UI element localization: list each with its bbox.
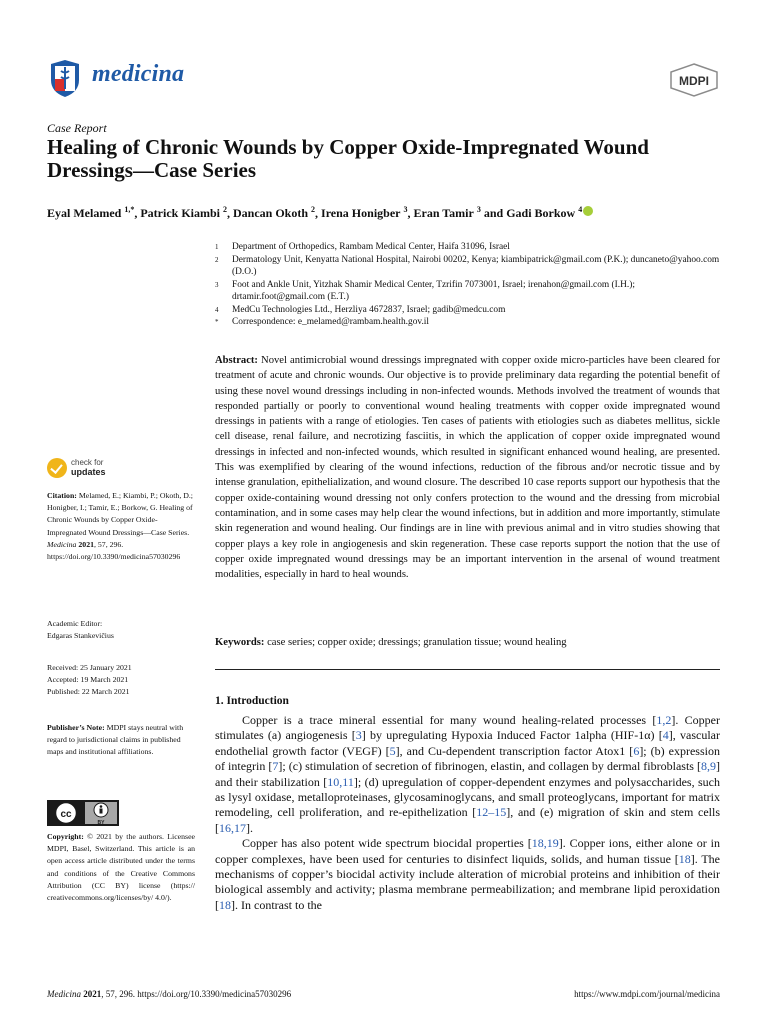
paragraph (215, 836, 720, 913)
citation-link[interactable]: 10,11 (327, 774, 354, 789)
abstract (215, 353, 720, 582)
author-name: Irena Honigber (321, 206, 401, 220)
paragraph (215, 713, 720, 836)
check-updates-line1: check for (71, 458, 104, 467)
citation-year: 2021 (78, 539, 94, 549)
publisher-note-text: MDPI stays neutral with regard to jurisdictional claims in published maps and institutional affiliations. (47, 723, 184, 757)
citation-link[interactable]: 1,2 (656, 713, 672, 727)
publisher-name: MDPI (679, 74, 709, 88)
author-affiliation-mark: 3 (403, 205, 408, 214)
author-name: Dancan Okoth (233, 206, 309, 220)
author-name: Eyal Melamed (47, 206, 122, 220)
affiliation-text: MedCu Technologies Ltd., Herzliya 4672837, Israel; gadib@medcu.com (232, 304, 506, 315)
footer-citation (47, 989, 291, 999)
text-run: ]; (b) expression of integrin [ (215, 743, 720, 774)
copyright-text: © 2021 by the authors. Licensee MDPI, Basel, Switzerland. This article is an open access article distributed under the terms and conditions of the Creative Commons Attribution (CC BY) license (https:// creativecommons.org/licenses/by/ 4.0/). (47, 832, 195, 903)
text-run: Copper has also potent wide spectrum biocidal properties [ (242, 836, 532, 851)
citation-link[interactable]: 7 (272, 759, 279, 774)
academic-editor-label: Academic Editor: (47, 619, 103, 628)
citation-link[interactable]: 5 (389, 743, 396, 758)
footer-journal: Medicina (47, 989, 81, 999)
text-run: ]. In contrast to the (231, 897, 322, 912)
footer-doi[interactable]: , 57, 296. https://doi.org/10.3390/medicina57030296 (101, 989, 292, 999)
footer-journal-url[interactable]: https://www.mdpi.com/journal/medicina (574, 989, 720, 999)
citation-link[interactable]: 4 (662, 728, 669, 743)
affiliation-mark: * (215, 318, 219, 326)
citation-link[interactable]: 16,17 (219, 820, 246, 835)
citation-link[interactable]: 3 (355, 728, 362, 743)
keywords-text: case series; copper oxide; dressings; granulation tissue; wound healing (267, 637, 567, 648)
citation-journal: Medicina (47, 539, 77, 549)
orcid-icon[interactable] (583, 206, 593, 216)
publisher-note-label: Publisher’s Note: (47, 723, 105, 732)
affiliation-text: Department of Orthopedics, Rambam Medical Center, Haifa 31096, Israel (232, 242, 510, 252)
text-run: ], and (e) migration of skin and stem cells [ (215, 805, 720, 835)
citation-link[interactable]: 12–15 (476, 805, 507, 820)
footer-year: 2021 (83, 989, 102, 999)
author-name: Eran Tamir (413, 206, 474, 220)
mdpi-logo-icon[interactable] (668, 63, 720, 97)
check-updates-line2: updates (71, 467, 106, 477)
cc-by-label: BY (97, 820, 105, 826)
citation-block (47, 490, 195, 563)
check-updates-icon (47, 458, 67, 478)
abstract-text: Novel antimicrobial wound dressings impregnated with copper oxide micro-particles have been cleared for treatment of acute and chronic wounds. Our objective is to provide preliminary data regarding the potential benefit of using these novel wound dressings including in non-infected wounds. Methods involved the treatment of wounds that responded partially or poorly to conventional wound healing treatments with copper oxide impregnated wound dressings in patients with a range of etiologies. Ten cases of patients with etiologies such as diabetes mellitus, sickle cell disease, renal failure, and necrotizing fasciitis, in which the application of copper oxide impregnated wound dressings in infected and non-infected wounds, which resulted in significant enhanced wound healing, are presented. This was exemplified by clearing of the wound infections, reduction of the fibrous and/or necrotic tissue and by intense granulation, epithelialization, and wound closure. The described 10 case reports support our hypothesis that the copper oxide-containing wound dressing not only confers protection to the wound and the dressing from microbial contamination, and in some cases may help clear the wound infections, but in addition and more importantly, stimulate skin regeneration and wound healing. Our findings are in line with previous animal and in vitro studies showing that copper plays a key role in angiogenesis and skin regeneration. These case reports support the notion that the use of copper oxide impregnated wound dressings may be an important intervention in the arsenal of wound treatment modalities, especially in hard to heal wounds. (215, 355, 720, 581)
author-affiliation-mark: 1,* (124, 205, 135, 214)
citation-link[interactable]: 6 (633, 743, 640, 758)
article-type: Case Report (47, 121, 107, 135)
affiliation-item (215, 279, 720, 304)
text-run: ], and Cu-dependent transcription factor Atox1 [ (395, 743, 634, 758)
academic-editor-name: Edgaras Stankevičius (47, 631, 114, 641)
citation-doi[interactable]: , 57, 296. https://doi.org/10.3390/medicina57030296 (47, 539, 181, 562)
author-affiliation-mark: 3 (476, 205, 481, 214)
copyright-label: Copyright: (47, 832, 84, 841)
cc-label: cc (60, 809, 72, 820)
affiliation-item (215, 316, 720, 329)
published-date: Published: 22 March 2021 (47, 687, 130, 697)
cc-by-license-icon[interactable] (47, 800, 119, 826)
text-run: ]. The mechanisms of copper’s biocidal activity include alteration of microbial proteins and inhibition of their biological assembly and activity; plasma membrane permeabilization; and membrane lipid peroxidation [ (215, 851, 720, 912)
author-affiliation-mark: 4 (578, 205, 583, 214)
medicina-logo-icon (47, 58, 83, 98)
dates-block (47, 662, 195, 699)
text-run: ]. Copper stimulates (a) angiogenesis [ (215, 713, 720, 743)
abstract-label: Abstract: (215, 355, 258, 366)
text-run: ] and their stabilization [ (215, 759, 720, 789)
affiliation-mark: 4 (215, 305, 219, 314)
citation-label: Citation: (47, 491, 77, 500)
journal-name: medicina (92, 61, 185, 87)
affiliation-item (215, 254, 720, 279)
copyright-block (47, 831, 195, 904)
affiliation-item (215, 304, 720, 317)
text-run: ]. (246, 820, 253, 835)
received-date: Received: 25 January 2021 (47, 663, 132, 672)
accepted-date: Accepted: 19 March 2021 (47, 675, 129, 685)
text-run: ], vascular endothelial growth factor (VEGF) [ (215, 728, 721, 758)
text-run: ]; (c) stimulation of secretion of fibrinogen, elastin, and collagen by dermal fibroblasts [ (278, 759, 701, 774)
text-run: ] by upregulating Hypoxia Induced Factor 1alpha (HIF-1α) [ (361, 728, 663, 743)
affiliation-item (215, 241, 720, 254)
author-list: Eyal Melamed $^{1,*}$, Patrick Kiambi $^2$, Dancan Okoth $^2$, Irena Honigber $^3$, Eran Tamir $^3$ and Gadi Borkow $^4$ (47, 205, 593, 221)
affiliation-mark: 2 (215, 255, 219, 264)
citation-text: Melamed, E.; Kiambi, P.; Okoth, D.; Honigber, I.; Tamir, E.; Borkow, G. Healing of Chronic Wounds by Copper Oxide-Impregnated Wound Dressings—Case Series. (47, 491, 193, 537)
citation-link[interactable]: 18,19 (531, 836, 559, 851)
affiliation-mark: 1 (215, 243, 219, 251)
affiliation-mark: 3 (215, 280, 219, 289)
text-run: ]; (d) upregulation of copper-dependent enzymes and polysaccharides, such as lysyl oxidase, metalloproteinases, glycosaminoglycans, and small proteoglycans, important for matrix remodeling, cell proliferation, and re-epithelization [ (215, 774, 721, 820)
check-for-updates-button[interactable] (47, 456, 127, 482)
section-heading: 1. Introduction (215, 695, 289, 707)
introduction-body (215, 713, 720, 913)
citation-link[interactable]: 18 (678, 851, 691, 866)
author-affiliation-mark: 2 (223, 205, 227, 214)
keywords-label: Keywords: (215, 637, 265, 648)
keywords (215, 635, 720, 650)
academic-editor-block (47, 618, 195, 642)
author-name: Patrick Kiambi (140, 206, 220, 220)
correspondence-text: Correspondence: e_melamed@rambam.health.gov.il (232, 317, 430, 327)
author-affiliation-mark: 2 (311, 205, 316, 214)
text-run: Copper is a trace mineral essential for many wound healing-related processes [ (242, 713, 657, 727)
affiliations (215, 241, 720, 329)
citation-link[interactable]: 18 (219, 897, 231, 912)
section-divider (215, 669, 720, 670)
affiliation-text: Dermatology Unit, Kenyatta National Hospital, Nairobi 00202, Kenya; kiambipatrick@gmail.com (P.K.); duncaneto@yahoo.com (D.O.) (232, 254, 720, 277)
author-name: Gadi Borkow (506, 206, 576, 220)
citation-link[interactable]: 8,9 (701, 759, 716, 774)
affiliation-text: Foot and Ankle Unit, Yitzhak Shamir Medical Center, Tzrifin 7073001, Israel; irenahon@gmail.com (I.H.); drtamir.foot@gmail.com (E.T.) (232, 279, 635, 302)
article-title: Healing of Chronic Wounds by Copper Oxide-Impregnated Wound Dressings—Case Series (47, 135, 649, 182)
text-run: ]. Copper ions, either alone or in copper complexes, have been used for centuries to disinfect liquids, solids, and human tissue [ (215, 836, 720, 866)
publisher-note-block (47, 722, 195, 759)
